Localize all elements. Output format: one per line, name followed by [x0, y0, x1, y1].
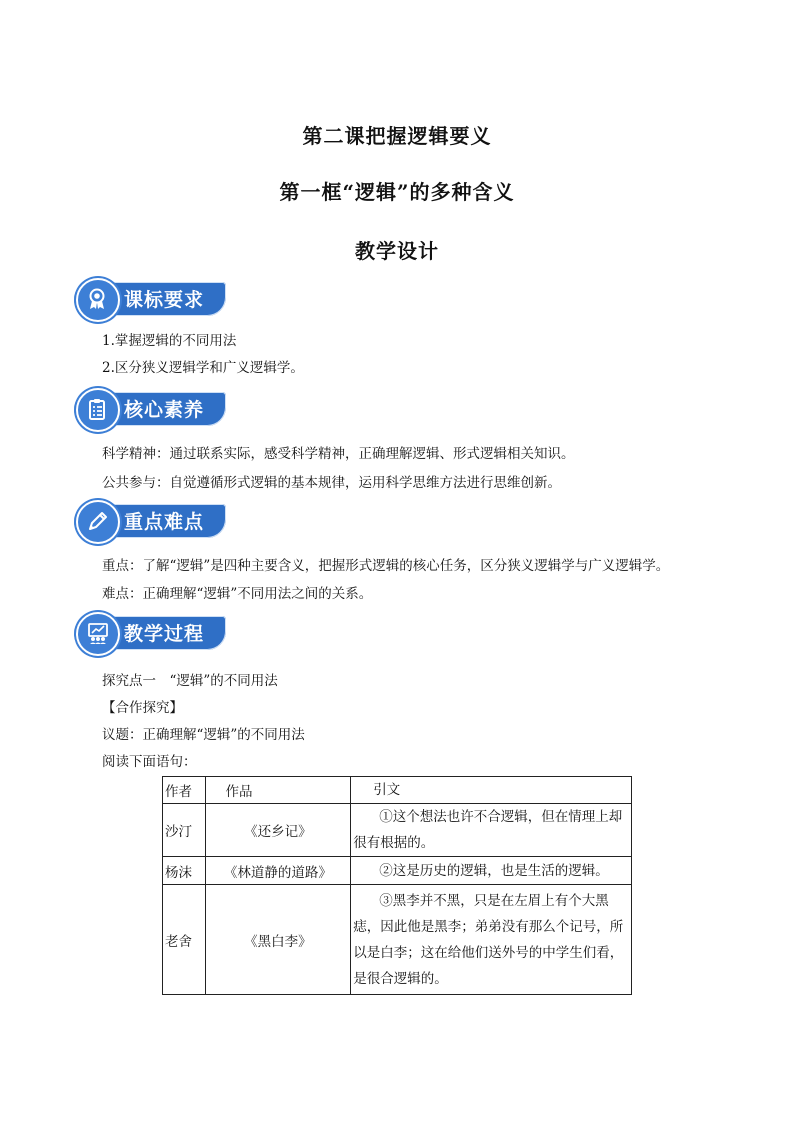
quote-cell: ②这是历史的逻辑，也是生活的逻辑。 — [351, 857, 632, 885]
work-cell: 《林道静的道路》 — [205, 857, 351, 885]
section-text: 公共参与：自觉遵循形式逻辑的基本规律，运用科学思维方法进行思维创新。 — [102, 475, 561, 491]
section-text: 阅读下面语句： — [102, 754, 197, 770]
clipboard-checklist-icon — [87, 398, 107, 420]
section-title: 重点难点 — [124, 511, 205, 533]
section-header-curriculum — [74, 278, 228, 320]
doc-type-title: 教学设计 — [355, 239, 439, 263]
section-title: 核心素养 — [124, 399, 205, 421]
section-text: 探究点一 “逻辑”的不同用法 — [102, 673, 278, 689]
frame-title: 第一框“逻辑”的多种含义 — [279, 180, 515, 204]
table-row — [163, 804, 632, 857]
quote-cell: ①这个想法也许不合逻辑，但在情理上却很有根据的。 — [351, 804, 632, 857]
section-text: 2.区分狭义逻辑学和广义逻辑学。 — [102, 360, 304, 376]
table-row — [163, 857, 632, 885]
section-title: 教学过程 — [124, 623, 205, 645]
author-cell: 老舍 — [163, 885, 206, 995]
section-header-teaching-process — [74, 612, 228, 654]
section-title: 课标要求 — [124, 289, 205, 311]
section-text: 科学精神：通过联系实际，感受科学精神，正确理解逻辑、形式逻辑相关知识。 — [102, 446, 575, 462]
work-cell: 《黑白李》 — [205, 885, 351, 995]
section-text: 议题：正确理解“逻辑”的不同用法 — [102, 727, 305, 743]
quotes-table — [162, 776, 632, 995]
section-text: 1.掌握逻辑的不同用法 — [102, 333, 237, 349]
lesson-title: 第二课把握逻辑要义 — [302, 124, 492, 148]
header-cell: 作者 — [163, 777, 206, 804]
work-cell: 《还乡记》 — [205, 804, 351, 857]
table-header-row — [163, 777, 632, 804]
header-cell: 作品 — [205, 777, 351, 804]
award-ribbon-icon — [87, 288, 107, 310]
section-text: 重点：了解“逻辑”是四种主要含义，把握形式逻辑的核心任务，区分狭义逻辑学与广义逻辑学。 — [102, 558, 670, 574]
author-cell: 杨沫 — [163, 857, 206, 885]
section-header-key-points — [74, 500, 228, 542]
author-cell: 沙汀 — [163, 804, 206, 857]
header-cell: 引文 — [351, 777, 632, 804]
section-text: 难点：正确理解“逻辑”不同用法之间的关系。 — [102, 586, 373, 602]
presentation-board-icon — [87, 622, 109, 644]
quote-cell: ③黑李并不黑，只是在左眉上有个大黑痣，因此他是黑李；弟弟没有那么个记号，所以是白李；这在给他们送外号的中学生们看，是很合逻辑的。 — [351, 885, 632, 995]
section-text: 【合作探究】 — [102, 700, 183, 716]
table-row — [163, 885, 632, 995]
pencil-icon — [87, 510, 109, 532]
section-header-core-competency — [74, 388, 228, 430]
